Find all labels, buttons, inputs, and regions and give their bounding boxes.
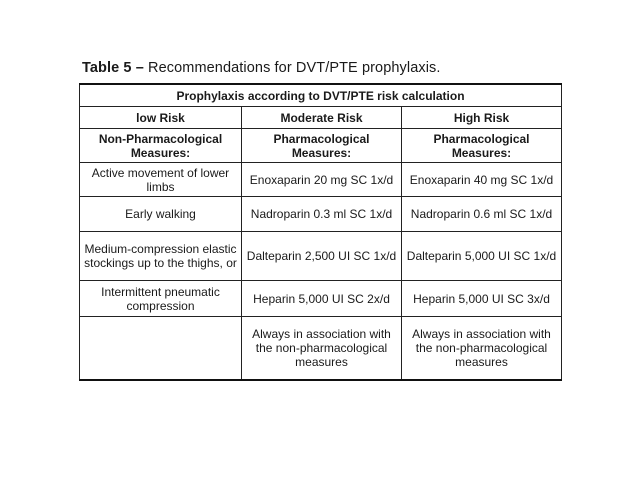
table-row [80,197,562,232]
measures-header-row [80,129,562,163]
table-row [80,317,562,381]
table-caption [82,60,441,76]
caption-text: Recommendations for DVT/PTE prophylaxis. [148,60,441,76]
column-header-high-risk: High Risk [402,107,562,129]
table-cell-empty [80,317,242,381]
table-cell: Heparin 5,000 UI SC 3x/d [402,281,562,317]
table-cell: Medium-compression elastic stockings up to the thighs, or [80,232,242,281]
table-cell: Enoxaparin 40 mg SC 1x/d [402,163,562,197]
table-cell: Early walking [80,197,242,232]
measures-header-high: Pharmacological Measures: [402,129,562,163]
column-header-low-risk: low Risk [80,107,242,129]
span-header: Prophylaxis according to DVT/PTE risk calculation [80,84,562,107]
table-row [80,232,562,281]
table-cell: Dalteparin 5,000 UI SC 1x/d [402,232,562,281]
table-cell: Always in association with the non-pharmacological measures [242,317,402,381]
measures-header-low: Non-Pharmacological Measures: [80,129,242,163]
column-header-moderate-risk: Moderate Risk [242,107,402,129]
table-row [80,163,562,197]
table-cell: Dalteparin 2,500 UI SC 1x/d [242,232,402,281]
table-cell: Intermittent pneumatic compression [80,281,242,317]
risk-header-row [80,107,562,129]
table-cell: Always in association with the non-pharmacological measures [402,317,562,381]
caption-label: Table 5 – [82,60,144,76]
measures-header-moderate: Pharmacological Measures: [242,129,402,163]
table-cell: Heparin 5,000 UI SC 2x/d [242,281,402,317]
table-cell: Nadroparin 0.3 ml SC 1x/d [242,197,402,232]
table-cell: Active movement of lower limbs [80,163,242,197]
table-cell: Nadroparin 0.6 ml SC 1x/d [402,197,562,232]
table-row [80,281,562,317]
prophylaxis-table [79,83,562,381]
table-span-header-row [80,84,562,107]
table-cell: Enoxaparin 20 mg SC 1x/d [242,163,402,197]
